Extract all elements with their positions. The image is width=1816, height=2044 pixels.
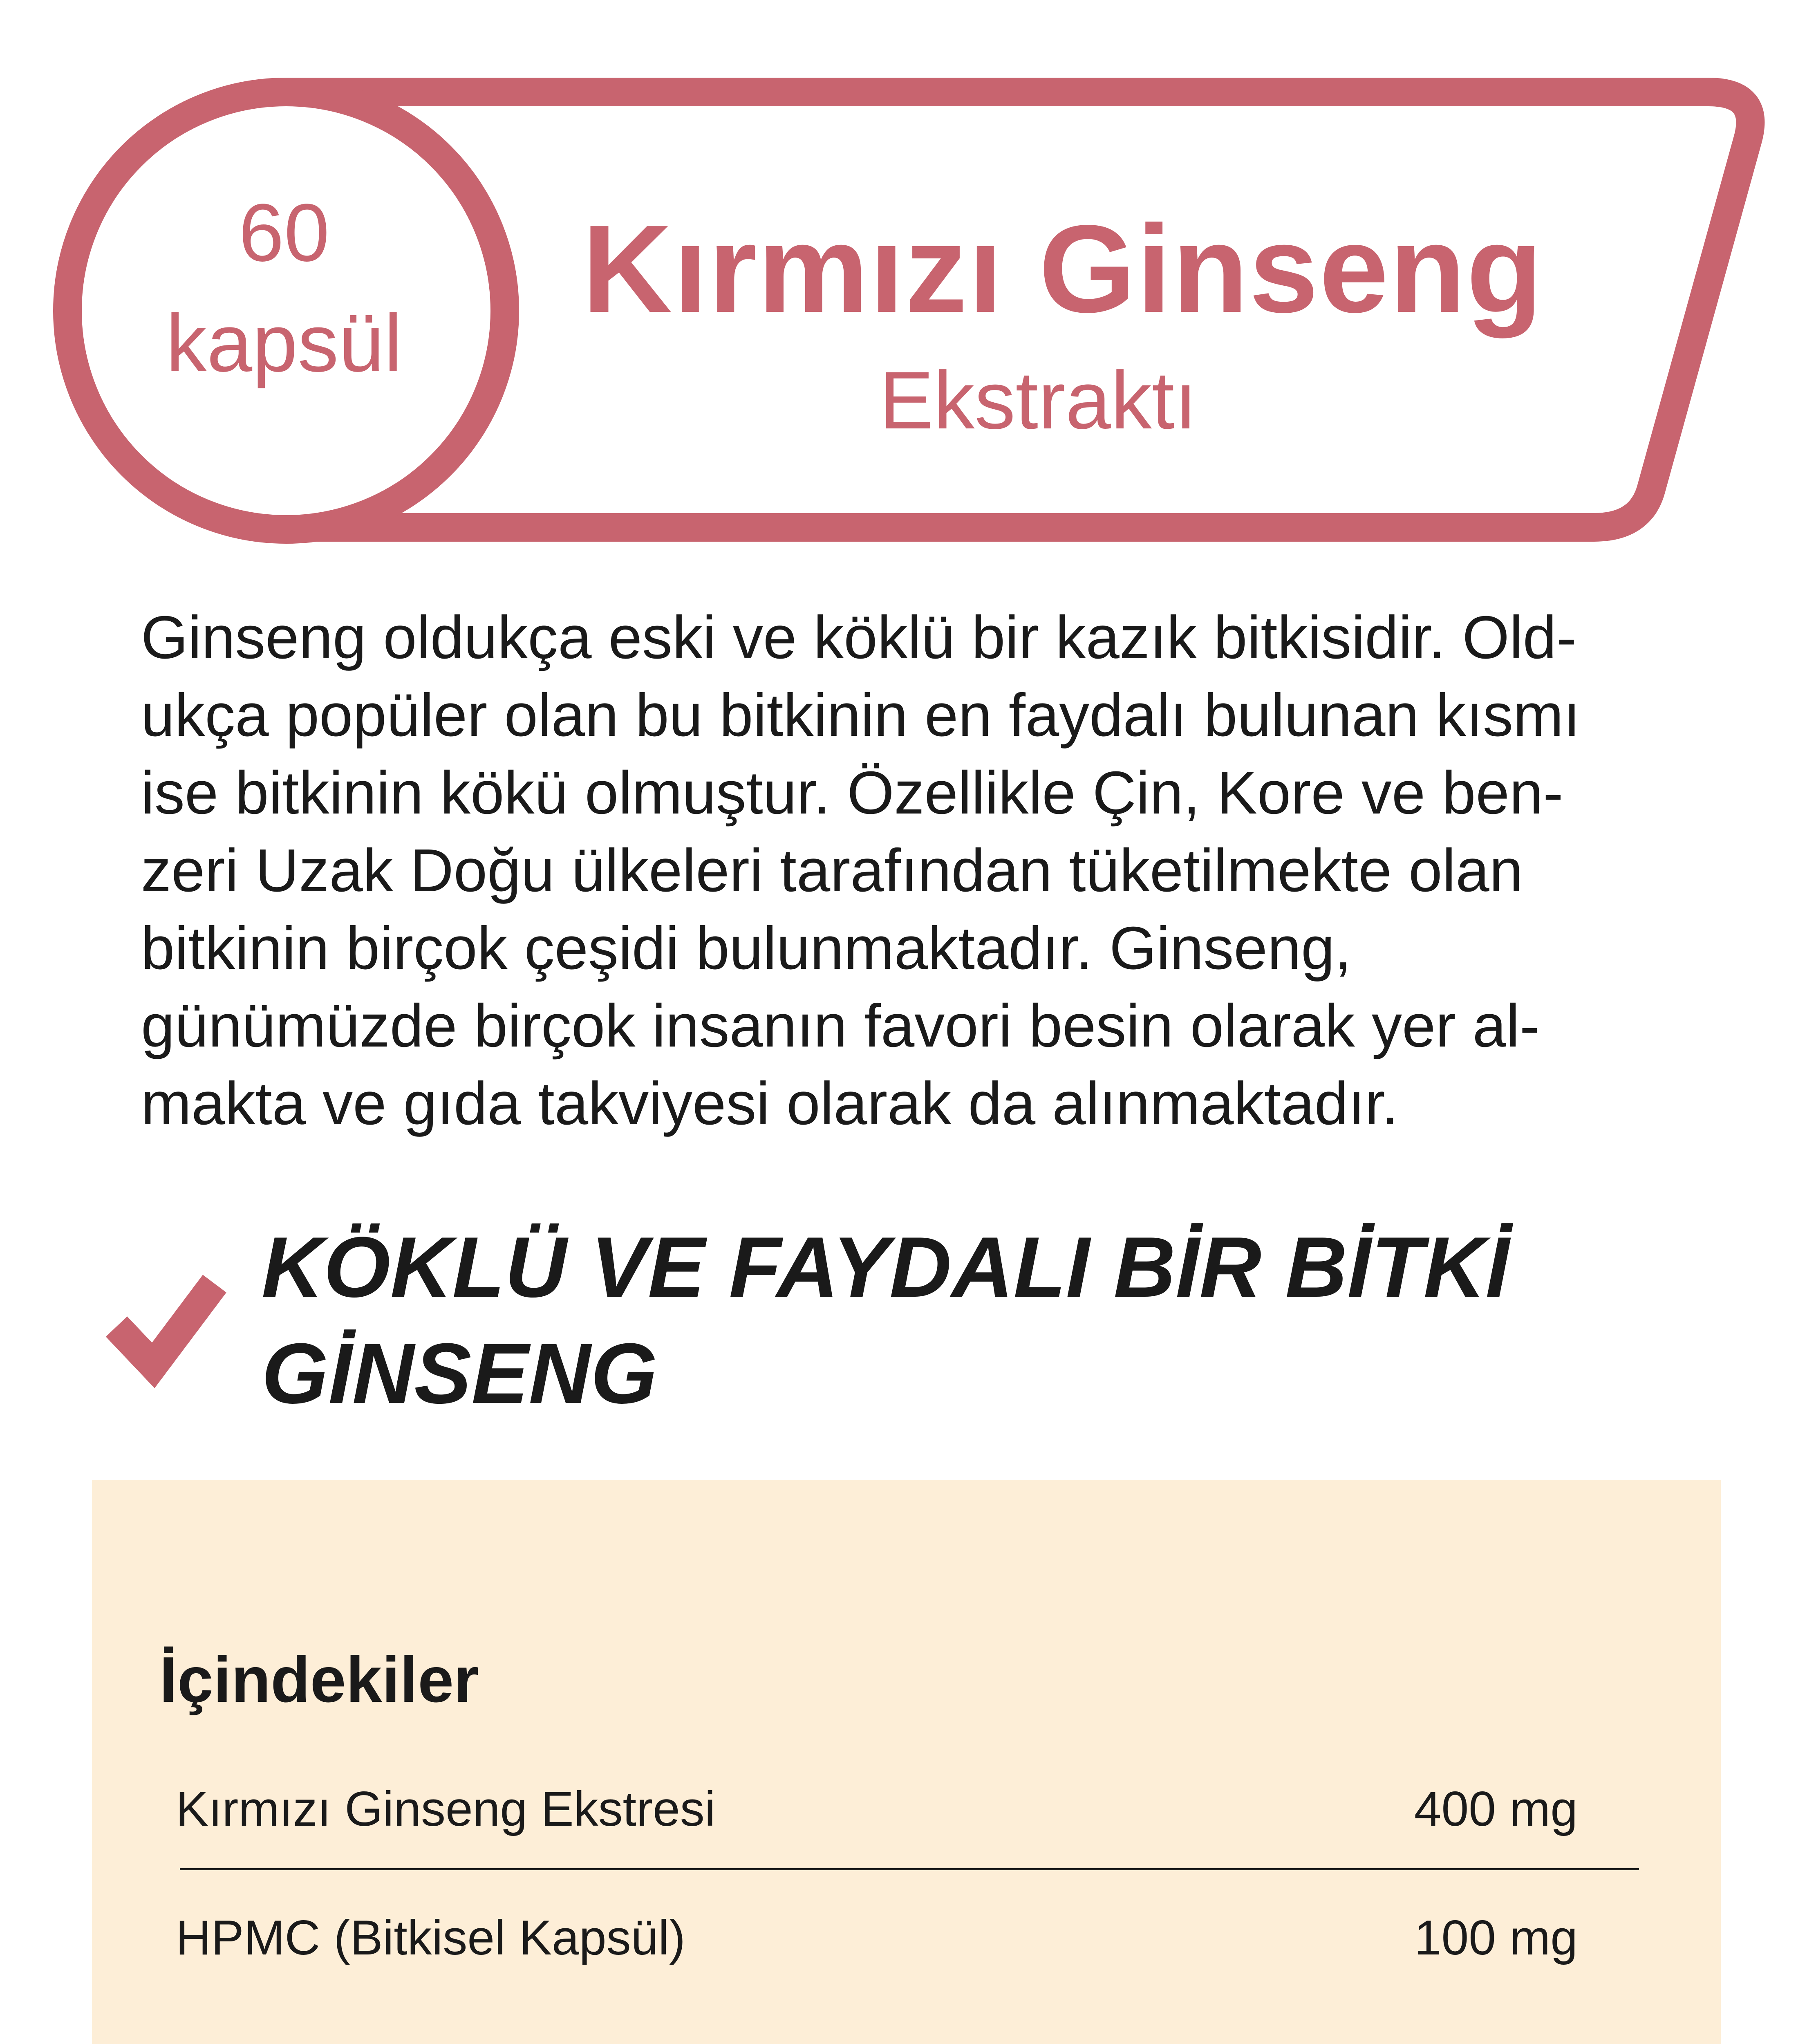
highlight-heading: [262, 1214, 1774, 1427]
ingredient-divider: [180, 1868, 1639, 1870]
description-line: Ginseng oldukça eski ve köklü bir kazık bitkisidir. Old-: [141, 604, 1577, 671]
description-line: bitkinin birçok çeşidi bulunmaktadır. Ginseng,: [141, 914, 1352, 982]
checkmark-icon: [104, 1259, 227, 1390]
highlight-line-1: KÖKLÜ VE FAYDALI BİR BİTKİ: [262, 1219, 1509, 1315]
ingredient-amount: 100 mg: [1414, 1910, 1578, 1965]
ingredients-title: İçindekiler: [159, 1644, 479, 1716]
product-subtitle: Ekstraktı: [879, 355, 1197, 446]
product-title: Kırmızı Ginseng: [582, 199, 1543, 338]
ingredient-name: HPMC (Bitkisel Kapsül): [176, 1910, 685, 1965]
capsule-count: 60: [238, 187, 330, 278]
description-line: makta ve gıda takviyesi olarak da alınmaktadır.: [141, 1070, 1399, 1137]
highlight-line-2: GİNSENG: [262, 1325, 658, 1421]
product-description: [141, 599, 1694, 1143]
description-line: ise bitkinin kökü olmuştur. Özellikle Çin, Kore ve ben-: [141, 759, 1563, 827]
description-line: ukça popüler olan bu bitkinin en faydalı bulunan kısmı: [141, 681, 1581, 749]
description-line: günümüzde birçok insanın favori besin olarak yer al-: [141, 992, 1540, 1060]
ingredient-name: Kırmızı Ginseng Ekstresi: [176, 1782, 716, 1836]
description-line: zeri Uzak Doğu ülkeleri tarafından tüketilmekte olan: [141, 837, 1523, 904]
ingredient-amount: 400 mg: [1414, 1782, 1578, 1836]
capsule-unit: kapsül: [166, 298, 403, 389]
